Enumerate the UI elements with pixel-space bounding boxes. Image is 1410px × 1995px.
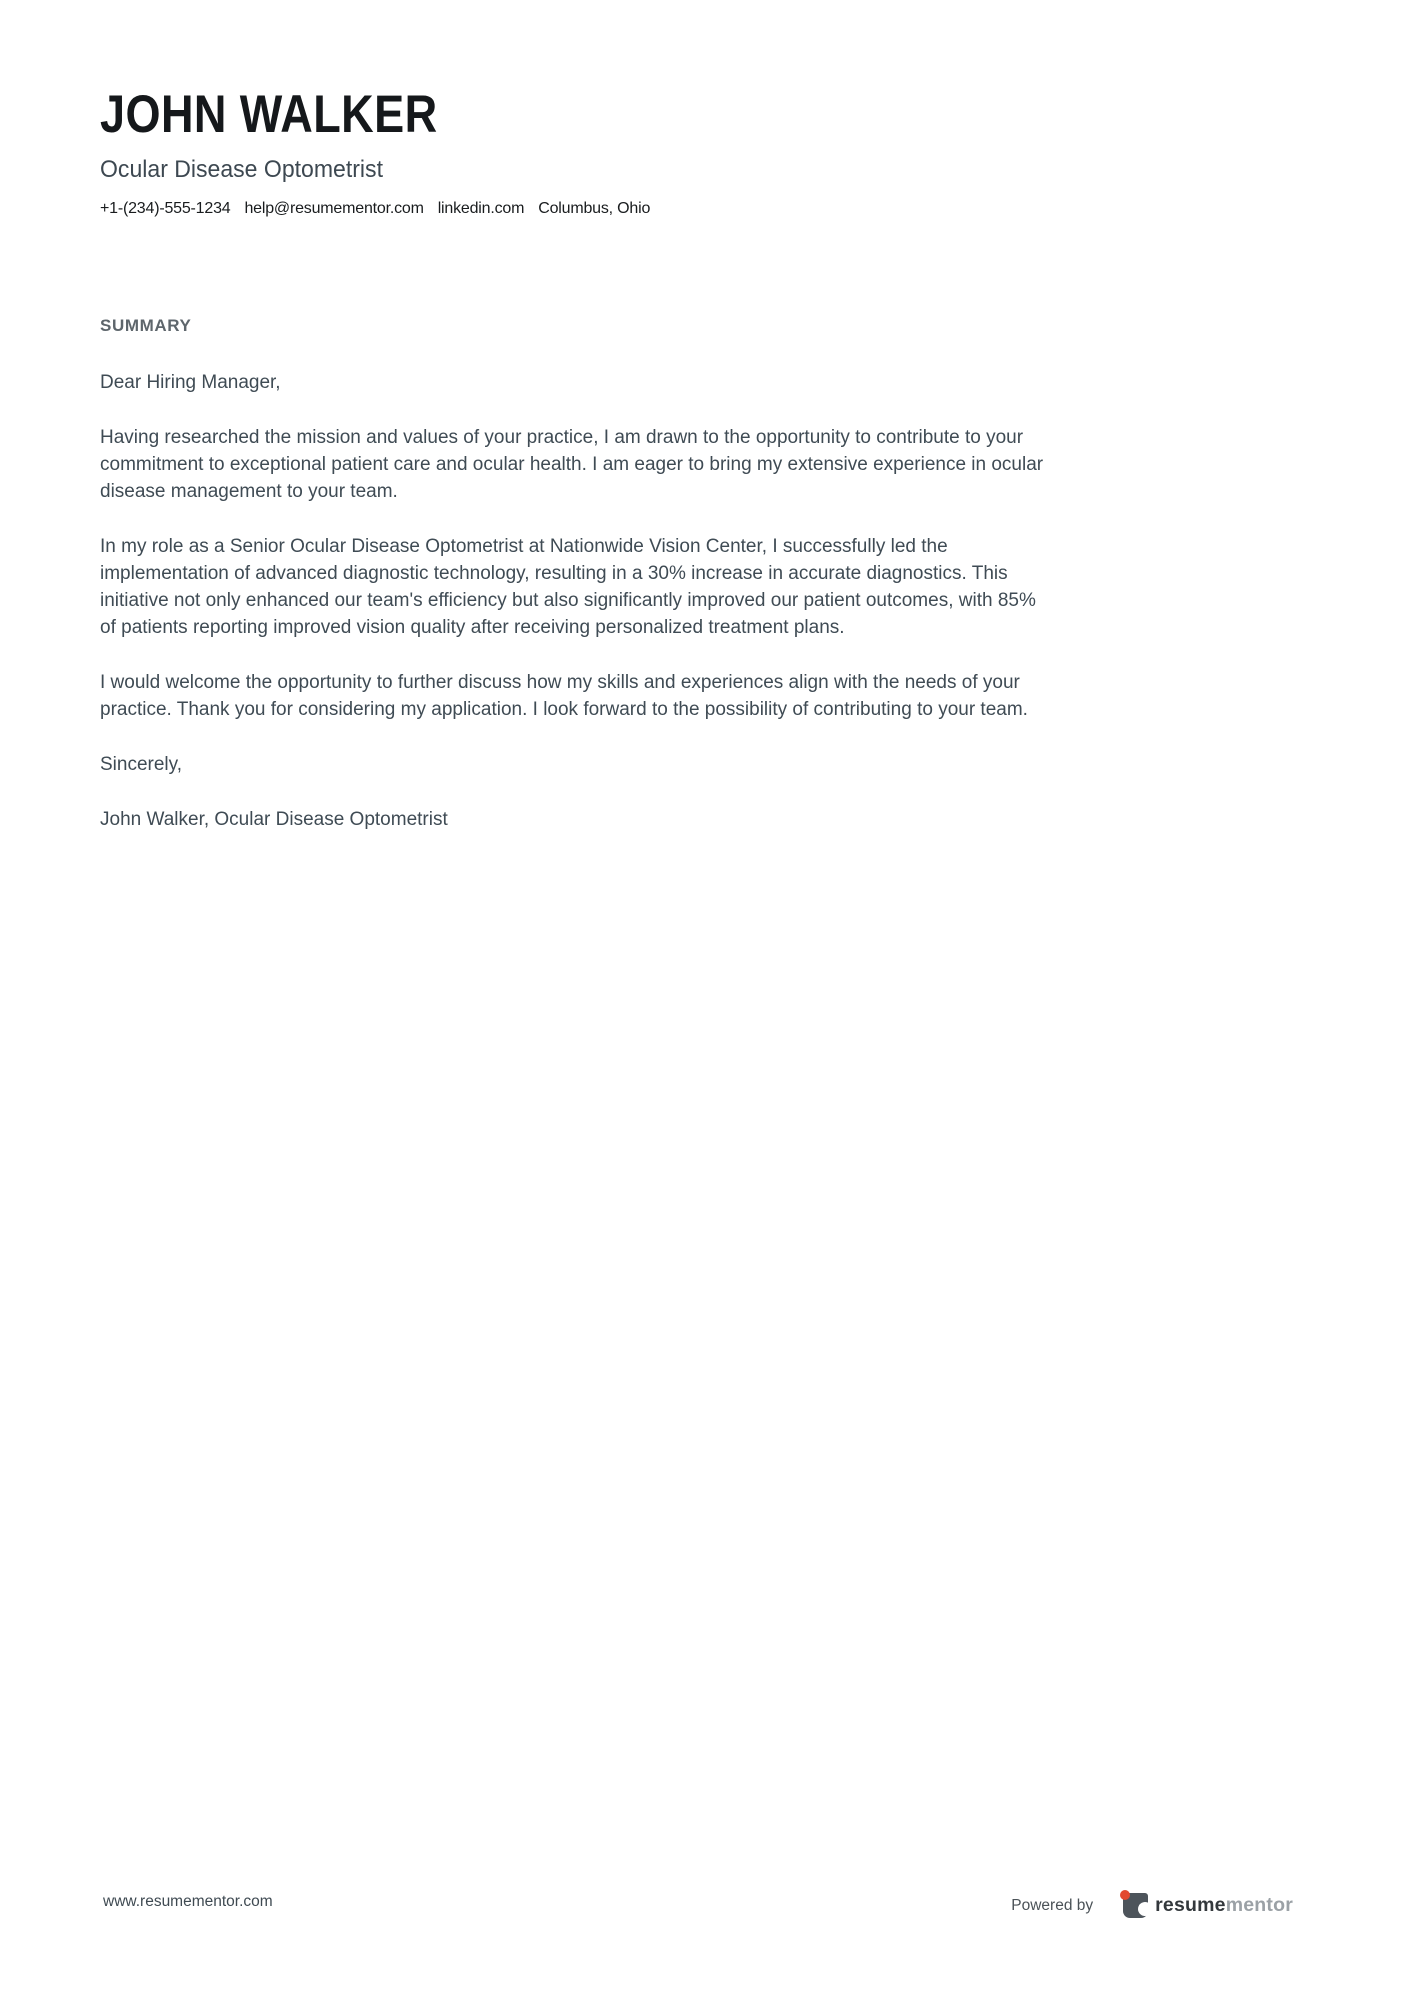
contact-row bbox=[100, 199, 1050, 219]
letter-paragraph: In my role as a Senior Ocular Disease Optometrist at Nationwide Vision Center, I successfully led the implementation of advanced diagnostic technology, resulting in a 30% increase in accurate diagnostics. This initiative not only enhanced our team's efficiency but also significantly improved our patient outcomes, with 85% of patients reporting improved vision quality after receiving personalized treatment plans. bbox=[100, 536, 1036, 638]
job-title: Ocular Disease Optometrist bbox=[100, 156, 383, 183]
footer-brand[interactable] bbox=[1011, 1893, 1293, 1918]
closing-line: Sincerely, bbox=[100, 754, 183, 775]
letter-paragraph: I would welcome the opportunity to further discuss how my skills and experiences align with the needs of your practice. Thank you for considering my application. I look forward to the possibility of contributing to your team. bbox=[100, 672, 1028, 720]
contact-email: help@resumementor.com bbox=[244, 200, 424, 217]
brand-wordmark-bold: resume bbox=[1155, 1894, 1226, 1916]
resumementor-logo-icon bbox=[1123, 1893, 1148, 1918]
letter-content bbox=[100, 0, 1050, 833]
contact-location: Columbus, Ohio bbox=[538, 200, 651, 217]
person-name: JOHN WALKER bbox=[100, 85, 438, 144]
contact-linkedin: linkedin.com bbox=[437, 200, 525, 217]
logo-notch bbox=[1138, 1902, 1152, 1916]
footer-website-link[interactable]: www.resumementor.com bbox=[103, 1893, 273, 1910]
brand-wordmark-light: mentor bbox=[1225, 1894, 1293, 1916]
signature-line: John Walker, Ocular Disease Optometrist bbox=[100, 809, 448, 830]
summary-section-heading: SUMMARY bbox=[100, 316, 192, 335]
letter-header bbox=[100, 84, 1050, 219]
greeting-line: Dear Hiring Manager, bbox=[100, 372, 281, 393]
letter-paragraph: Having researched the mission and values of your practice, I am drawn to the opportunity to contribute to your commitment to exceptional patient care and ocular health. I am eager to bring my extensive experience in ocular disease management to your team. bbox=[100, 427, 1044, 502]
contact-phone: +1-(234)-555-1234 bbox=[100, 200, 231, 217]
powered-by-label: Powered by bbox=[1011, 1896, 1094, 1914]
brand-wordmark bbox=[1155, 1894, 1293, 1917]
logo-accent-dot bbox=[1120, 1890, 1130, 1900]
letter-body bbox=[100, 369, 1050, 833]
